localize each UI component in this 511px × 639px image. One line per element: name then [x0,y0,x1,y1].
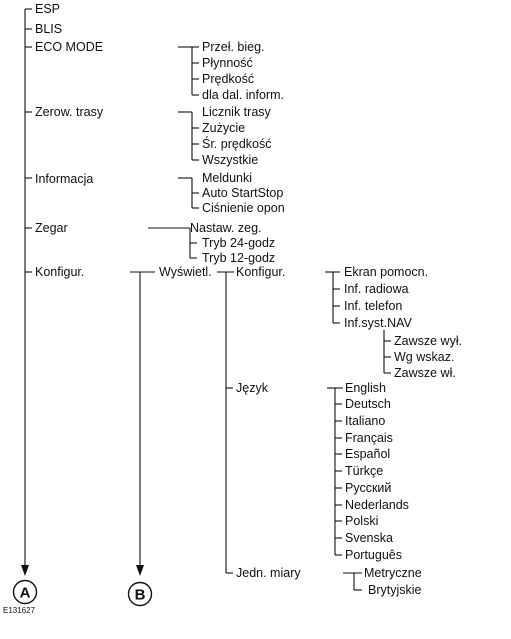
wyswietl-jezyk: Język [236,381,268,395]
informacja-item: Meldunki [202,171,253,185]
zegar-item: Tryb 12-godz [202,251,276,265]
language-item: Italiano [345,414,386,428]
informacja-item: Auto StartStop [202,186,284,200]
display-mode-item: Zawsze wył. [394,334,463,348]
eco-mode-item: Przeł. bieg. [202,40,265,54]
konfigur-sub-item: Inf.syst.NAV [344,316,412,330]
b-spine-arrowhead [136,565,144,576]
zegar-item: Nastaw. zeg. [190,221,262,235]
units-item: Brytyjskie [368,583,422,597]
language-item: Polski [345,514,379,528]
connector-a-label: A [19,584,31,602]
language-item: English [345,381,386,395]
menu-esp: ESP [35,2,61,16]
menu-eco-mode: ECO MODE [35,40,104,54]
wyswietl-konfigur: Konfigur. [236,265,286,279]
language-item: Русский [345,481,392,495]
informacja-item: Ciśnienie opon [202,201,285,215]
konfigur-sub-item: Inf. radiowa [344,282,409,296]
menu-zegar: Zegar [35,221,68,235]
konfigur-sub-item: Inf. telefon [344,299,403,313]
menu-blis: BLIS [35,22,63,36]
menu-konfigur: Konfigur. [35,265,85,279]
konfigur-sub-item: Ekran pomocn. [344,265,429,279]
menu-zerow-trasy: Zerow. trasy [35,105,104,119]
zerow-trasy-item: Wszystkie [202,153,259,167]
language-item: Deutsch [345,397,391,411]
zerow-trasy-item: Śr. prędkość [202,137,272,151]
konfigur-wyswietl: Wyświetl. [159,265,212,279]
display-mode-item: Wg wskaz. [394,350,455,364]
zerow-trasy-item: Licznik trasy [202,105,271,119]
eco-mode-item: dla dal. inform. [202,88,284,102]
wyswietl-jedn-miary: Jedn. miary [236,566,301,580]
language-item: Español [345,447,391,461]
menu-informacja: Informacja [35,172,94,186]
eco-mode-item: Prędkość [202,72,255,86]
reference-code: E131627 [3,606,36,615]
language-item: Türkçe [345,464,384,478]
display-mode-item: Zawsze wł. [394,366,456,380]
zegar-item: Tryb 24-godz [202,236,276,250]
language-item: Português [345,548,402,562]
eco-mode-item: Płynność [202,56,253,70]
language-item: Nederlands [345,498,409,512]
units-item: Metryczne [364,566,422,580]
language-item: Svenska [345,531,393,545]
zerow-trasy-item: Zużycie [202,121,246,135]
main-spine-arrowhead [21,565,29,576]
language-item: Français [345,431,393,445]
connector-b-label: B [134,586,146,604]
